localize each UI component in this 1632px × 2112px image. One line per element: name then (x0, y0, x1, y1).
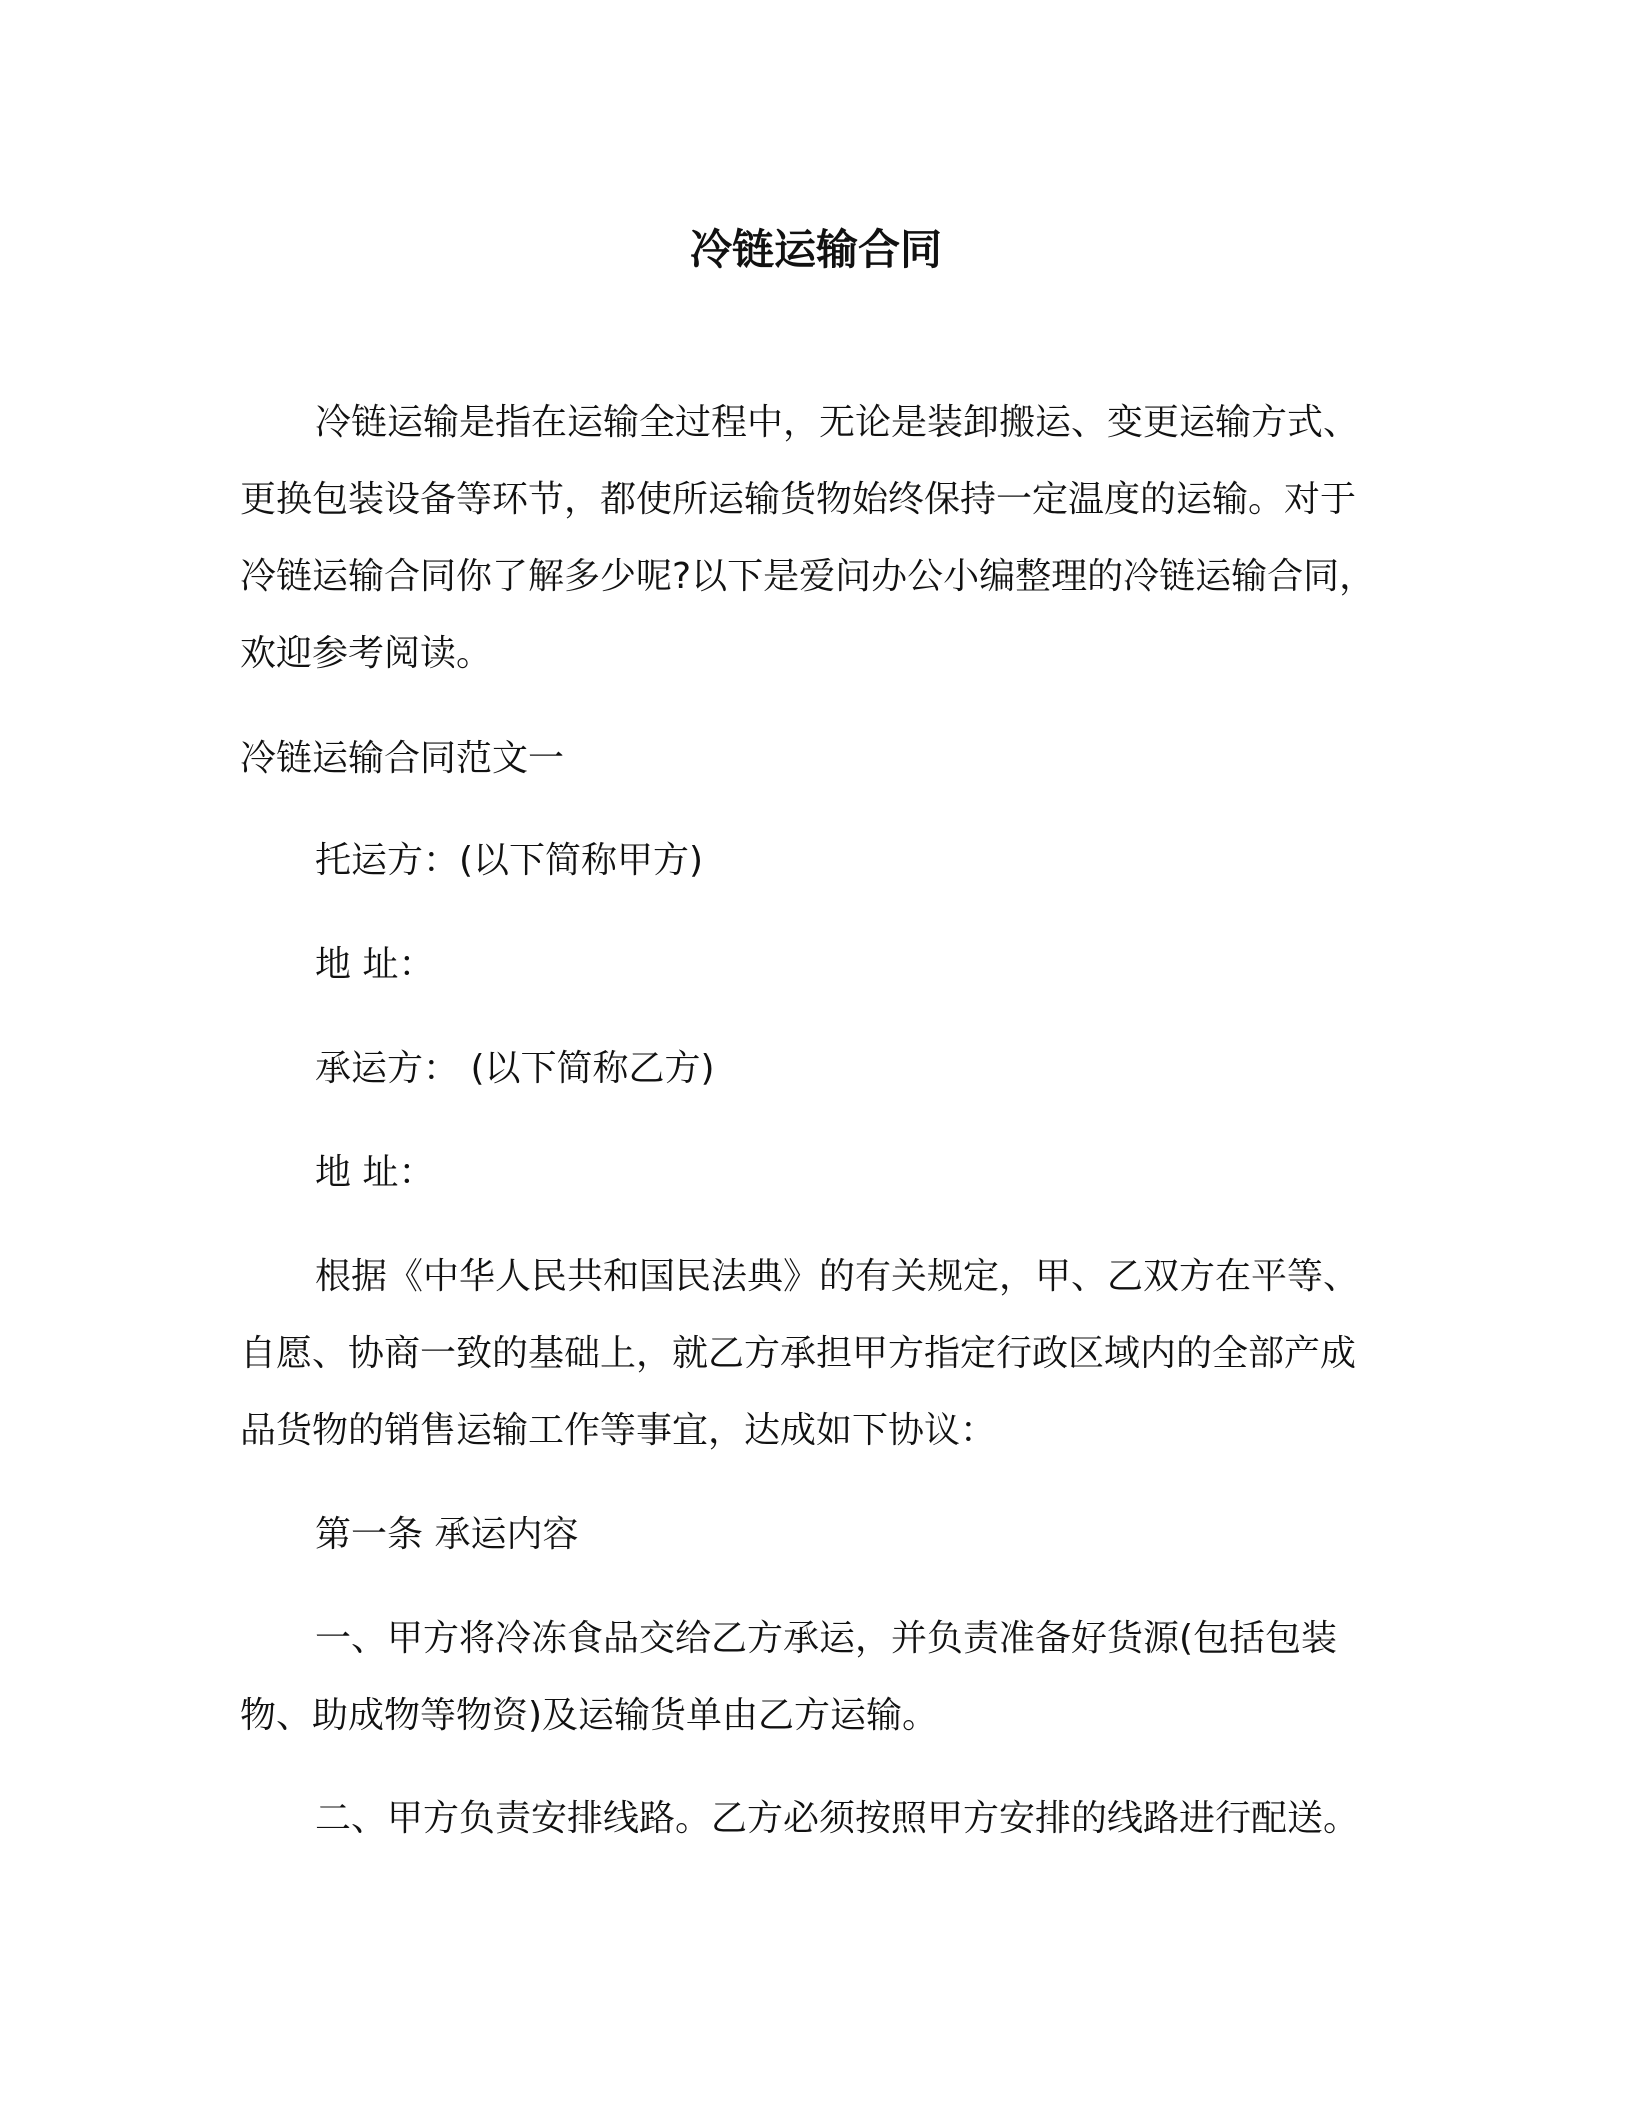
basis-text: 根据《中华人民共和国民法典》的有关规定，甲、乙双方在平等、自愿、协商一致的基础上，就乙方承担甲方指定行政区域内的全部产成品货物的销售运输工作等事宜，达成如下协议： (240, 1256, 1360, 1451)
article-1-item-1 (240, 1600, 1380, 1754)
consignor-text: 托运方：(以下简称甲方) (315, 840, 704, 881)
carrier-text: 承运方： (以下简称乙方) (315, 1048, 715, 1089)
document-title: 冷链运输合同 (689, 225, 942, 274)
consignor-address-line (240, 926, 1380, 1003)
basis-paragraph (240, 1238, 1380, 1469)
consignor-address-text: 地 址： (315, 944, 435, 985)
article-1-item-1-text: 一、甲方将冷冻食品交给乙方承运，并负责准备好货源(包括包装物、助成物等物资)及运输货单由乙方运输。 (240, 1618, 1338, 1736)
intro-text: 冷链运输是指在运输全过程中，无论是装卸搬运、变更运输方式、更换包装设备等环节，都使所运输货物始终保持一定温度的运输。对于冷链运输合同你了解多少呢?以下是爱问办公小编整理的冷链运输合同，欢迎参考阅读。 (240, 402, 1376, 674)
consignor-line (240, 822, 1380, 899)
article-1-item-2-text: 二、甲方负责安排线路。乙方必须按照甲方安排的线路进行配送。 (315, 1798, 1360, 1839)
article-1-title-text: 第一条 承运内容 (315, 1514, 579, 1555)
intro-paragraph (240, 384, 1380, 692)
sample-heading (240, 720, 1380, 797)
carrier-address-text: 地 址： (315, 1152, 435, 1193)
carrier-line (240, 1030, 1380, 1107)
carrier-address-line (240, 1134, 1380, 1211)
article-1-title (240, 1496, 1380, 1573)
article-1-item-2 (240, 1780, 1380, 1857)
sample-heading-text: 冷链运输合同范文一 (240, 738, 565, 779)
